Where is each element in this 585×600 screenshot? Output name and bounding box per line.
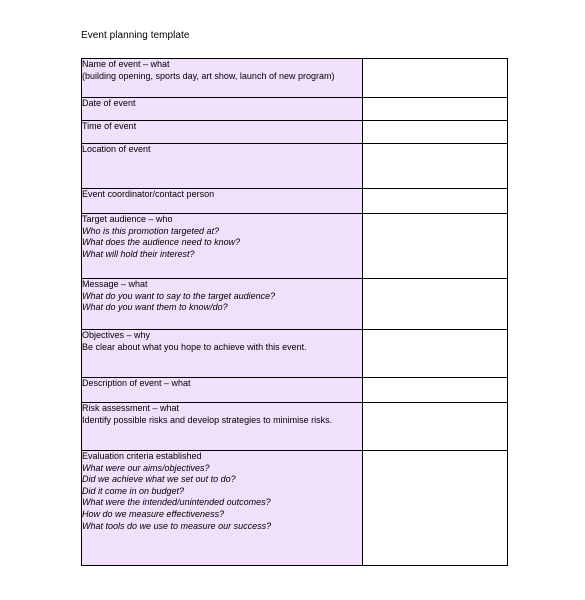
row-heading: Message – what <box>82 279 148 289</box>
row-heading: Description of event – what <box>82 378 191 388</box>
table-row-target-audience <box>82 214 508 279</box>
table-row-message <box>82 279 508 330</box>
table-row-objectives <box>82 330 508 378</box>
label-cell-risk-assessment <box>82 403 363 451</box>
label-cell-message <box>82 279 363 330</box>
event-planning-table <box>81 58 508 566</box>
value-cell-date-of-event[interactable] <box>363 98 508 121</box>
value-cell-name-of-event[interactable] <box>363 59 508 98</box>
table-row-evaluation-criteria <box>82 451 508 566</box>
page-title: Event planning template <box>81 30 190 41</box>
table-row-time-of-event <box>82 121 508 144</box>
row-note: Identify possible risks and develop strategies to minimise risks. <box>82 414 333 425</box>
table-row-description-of-event <box>82 378 508 403</box>
value-cell-evaluation-criteria[interactable] <box>363 451 508 566</box>
row-question: What were the intended/unintended outcomes? <box>82 497 271 508</box>
row-question: What does the audience need to know? <box>82 237 241 248</box>
row-heading: Objectives – why <box>82 330 151 340</box>
table-row-date-of-event <box>82 98 508 121</box>
row-heading: Evaluation criteria established <box>82 451 202 461</box>
row-heading: Time of event <box>82 121 137 131</box>
value-cell-location-of-event[interactable] <box>363 144 508 189</box>
row-question: What will hold their interest? <box>82 248 195 259</box>
row-note: (building opening, sports day, art show, launch of new program) <box>82 70 335 81</box>
table-row-event-coordinator <box>82 189 508 214</box>
label-cell-location-of-event <box>82 144 363 189</box>
label-cell-name-of-event <box>82 59 363 98</box>
row-heading: Target audience – who <box>82 214 173 224</box>
label-cell-time-of-event <box>82 121 363 144</box>
label-cell-date-of-event <box>82 98 363 121</box>
row-note: Event coordinator/contact person <box>82 189 215 199</box>
row-heading: Location of event <box>82 144 151 154</box>
row-heading: Date of event <box>82 98 136 108</box>
row-question: How do we measure effectiveness? <box>82 508 225 519</box>
row-question: Did we achieve what we set out to do? <box>82 474 236 485</box>
table-row-risk-assessment <box>82 403 508 451</box>
row-question: Who is this promotion targeted at? <box>82 225 220 236</box>
table-row-name-of-event <box>82 59 508 98</box>
row-question: What tools do we use to measure our success? <box>82 520 272 531</box>
row-question: What do you want to say to the target audience? <box>82 290 276 301</box>
row-question: What were our aims/objectives? <box>82 462 210 473</box>
label-cell-event-coordinator <box>82 189 363 214</box>
value-cell-description-of-event[interactable] <box>363 378 508 403</box>
label-cell-description-of-event <box>82 378 363 403</box>
value-cell-target-audience[interactable] <box>363 214 508 279</box>
value-cell-message[interactable] <box>363 279 508 330</box>
row-question: Did it come in on budget? <box>82 485 185 496</box>
label-cell-evaluation-criteria <box>82 451 363 566</box>
value-cell-time-of-event[interactable] <box>363 121 508 144</box>
row-note: Be clear about what you hope to achieve with this event. <box>82 341 307 352</box>
value-cell-objectives[interactable] <box>363 330 508 378</box>
row-heading: Risk assessment – what <box>82 403 180 413</box>
value-cell-risk-assessment[interactable] <box>363 403 508 451</box>
row-question: What do you want them to know/do? <box>82 302 228 313</box>
row-heading: Name of event – what <box>82 59 170 69</box>
value-cell-event-coordinator[interactable] <box>363 189 508 214</box>
table-row-location-of-event <box>82 144 508 189</box>
label-cell-objectives <box>82 330 363 378</box>
label-cell-target-audience <box>82 214 363 279</box>
